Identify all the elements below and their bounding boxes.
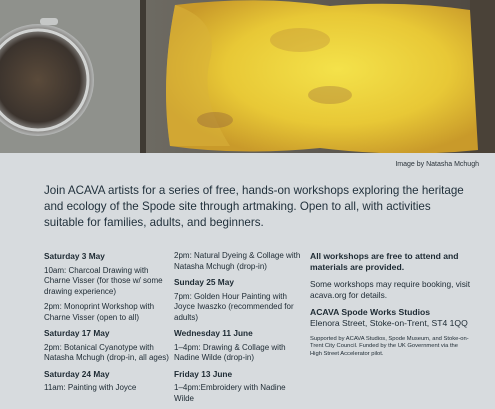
schedule-item: 1–4pm: Drawing & Collage with Nadine Wilde (drop-in) [174, 342, 286, 362]
schedule-day: Friday 13 June [174, 368, 233, 379]
schedule-day: Saturday 17 May [44, 328, 110, 338]
venue-address: Elenora Street, Stoke-on-Trent, ST4 1QQ [310, 318, 468, 328]
booking-note: Some workshops may require booking, visit acava.org for details. [310, 279, 471, 300]
schedule-column-2 [174, 251, 302, 409]
schedule-item: 2pm: Botanical Cyanotype with Natasha Mchugh (drop-in, all ages) [44, 342, 169, 362]
free-note: All workshops are free to attend and materials are provided. [310, 251, 459, 272]
info-column [310, 251, 470, 358]
schedule-day: Wednesday 11 June [174, 328, 253, 338]
schedule-item: 7pm: Golden Hour Painting with Joyce Iwaszko (recommended for adults) [174, 291, 294, 322]
schedule-item: 11am: Painting with Joyce [44, 383, 137, 392]
schedule-day: Saturday 3 May [44, 251, 105, 261]
schedule-day: Saturday 24 May [44, 368, 110, 379]
venue-title: ACAVA Spode Works Studios [310, 307, 431, 317]
schedule-column-1 [44, 251, 169, 399]
schedule-day: Sunday 25 May [174, 277, 234, 287]
image-credit: Image by Natasha Mchugh [395, 161, 479, 168]
hero-image [0, 0, 495, 153]
hero-photo-illustration [0, 0, 495, 153]
schedule-item: 10am: Charcoal Drawing with Charne Visser (for those w/ some drawing experience) [44, 265, 163, 296]
intro-paragraph: Join ACAVA artists for a series of free, hands-on workshops exploring the heritage and ecology of the Spode site through artmaking. Open to all, with activities suitable for families, adults, and beginners. [44, 184, 464, 229]
schedule-item: 2pm: Natural Dyeing & Collage with Natasha Mchugh (drop-in) [174, 251, 301, 271]
schedule-item: 1–4pm:Embroidery with Nadine Wilde [174, 383, 286, 403]
schedule-item: 2pm: Monoprint Workshop with Charne Visser (open to all) [44, 302, 155, 322]
funding-note: Supported by ACAVA Studios, Spode Museum, and Stoke-on-Trent City Council. Funded by the UK Government via the High Street Accelerator pilot. [310, 336, 469, 357]
